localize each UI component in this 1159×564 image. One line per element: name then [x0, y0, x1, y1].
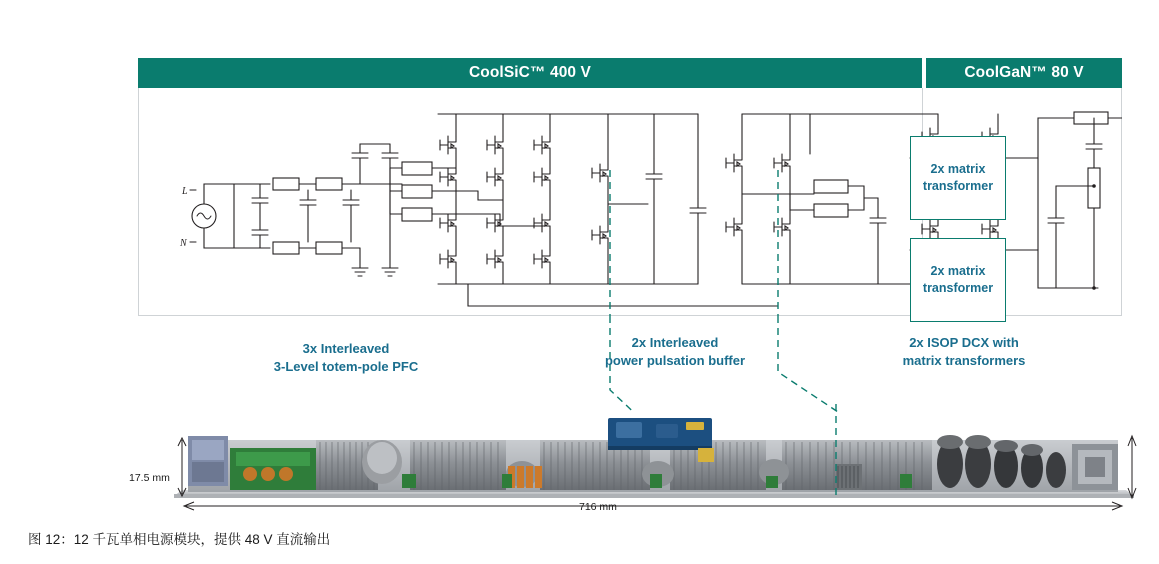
board-illustration [110, 404, 1150, 514]
stage-caption-ppb-line2: power pulsation buffer [604, 352, 746, 368]
figure-caption: 图 12：12 千瓦单相电源模块，提供 48 V 直流输出 [28, 532, 331, 547]
stage-caption-pfc-line1: 3x Interleaved [302, 341, 390, 356]
ac-neutral-label: N [180, 238, 187, 249]
header-coolgan-label: CoolGaN™ 80 V [964, 64, 1084, 81]
stage-caption-dcx-line2: matrix transformers [902, 352, 1026, 368]
matrix-transformer-2-line1: 2x matrix [930, 264, 986, 279]
stage-caption-ppb-line1: 2x Interleaved [631, 335, 719, 350]
board-height-dimension: 17.5 mm [129, 472, 170, 484]
stage-caption-ppb [530, 334, 820, 369]
matrix-transformer-block-1 [910, 136, 1006, 220]
stage-caption-pfc-line2: 3-Level totem-pole PFC [273, 358, 419, 374]
board-length-dimension: 716 mm [579, 501, 617, 513]
header-coolsic-label: CoolSiC™ 400 V [469, 64, 591, 81]
power-module-photo [110, 404, 1150, 514]
matrix-transformer-1-line1: 2x matrix [930, 162, 986, 177]
matrix-transformer-2-line2: transformer [922, 281, 994, 295]
matrix-transformer-1-line2: transformer [922, 179, 994, 193]
block-diagram [138, 58, 1122, 316]
stage-caption-dcx-line1: 2x ISOP DCX with [909, 335, 1019, 350]
stage-caption-pfc [196, 340, 496, 375]
matrix-transformer-block-2 [910, 238, 1006, 322]
ac-line-label: L [182, 186, 188, 197]
stage-caption-dcx [824, 334, 1104, 369]
